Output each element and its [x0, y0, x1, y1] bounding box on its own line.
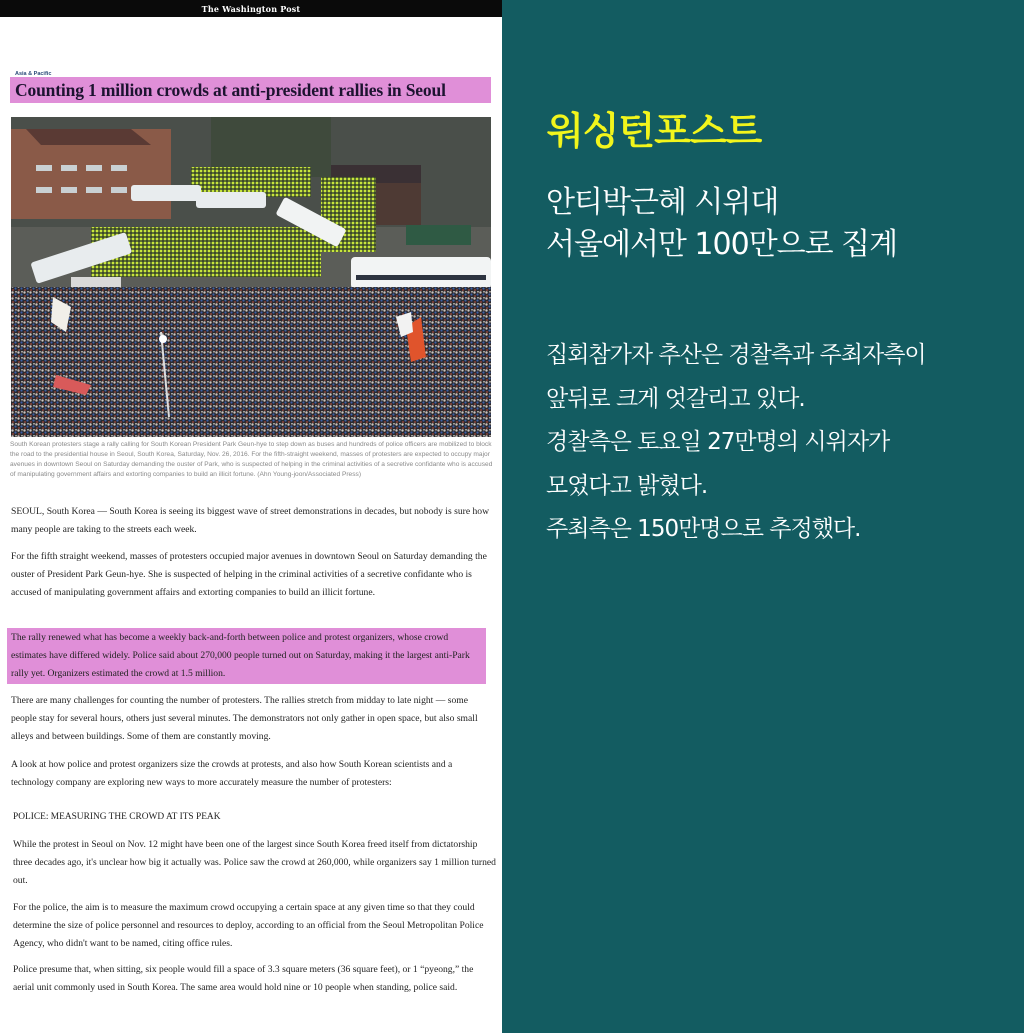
- masthead-bar: [0, 0, 502, 17]
- body-line: 모였다고 밝혔다.: [546, 472, 708, 499]
- photo-caption: South Korean protesters stage a rally calling for South Korean President Park Geun-hye to step down as buses and hundreds of police officers are mobilized to block the road to the presidential house in Seoul, South Korea, Saturday, Nov. 26, 2016. For the fifth-straight weekend, masses of protesters are expected to occupy major avenues in downtown Seoul on Saturday demanding the ouster of Park, who is suspected of helping in the criminal activities of a secretive confidante who is accused of manipulating government affairs and extorting companies to build an illicit fortune. (Ahn Young-joon/Associated Press): [10, 441, 493, 478]
- panel-body: [546, 334, 1016, 552]
- subtitle-line: 서울에서만 100만으로 집계: [546, 227, 898, 262]
- paragraph: While the protest in Seoul on Nov. 12 might have been one of the largest since South Korea freed itself from dictatorship three decades ago, it's unclear how big it actually was. Police saw the crowd at 260,000, while organizers say 1 million turned out.: [13, 839, 496, 886]
- body-line: 주최측은 150만명으로 추정했다.: [546, 516, 861, 542]
- paragraph: For the police, the aim is to measure the maximum crowd occupying a certain space at any given time so that they could determine the size of police personnel and resources to deploy, according to an official from the Seoul Metropolitan Police Agency, who didn't want to be named, citing office rules.: [13, 902, 484, 949]
- paragraph-highlighted: The rally renewed what has become a weekly back-and-forth between police and protest organizers, whose crowd estimates have differed widely. Police said about 270,000 people turned out on Saturday, making it the largest anti-Park rally yet. Organizers estimated the crowd at 1.5 million.: [11, 632, 470, 679]
- panel-title: 워싱턴포스트: [547, 109, 762, 153]
- body-line: 앞뒤로 크게 엇갈리고 있다.: [546, 385, 805, 412]
- paragraph: There are many challenges for counting the number of protesters. The rallies stretch from midday to late night — some people stay for several hours, others just several minutes. The demonstrators not only gather in open space, but also small alleys and between buildings. Some of them are constantly moving.: [11, 695, 478, 742]
- body-line: 경찰측은 토요일 27만명의 시위자가: [546, 429, 890, 455]
- body-line: 집회참가자 추산은 경찰측과 주최자측이: [546, 342, 926, 368]
- subtitle-line: 안티박근혜 시위대: [546, 185, 779, 220]
- paragraph: Police presume that, when sitting, six people would fill a space of 3.3 square meters (36 square feet), or 1 “pyeong,” the aerial unit commonly used in South Korea. The same area would hold nine or 10 people when standing, police said.: [13, 964, 474, 993]
- headline: Counting 1 million crowds at anti-president rallies in Seoul: [15, 79, 446, 100]
- section-subheading: POLICE: MEASURING THE CROWD AT ITS PEAK: [13, 812, 221, 822]
- korean-summary-panel: [502, 0, 1024, 1033]
- paragraph-lede: SEOUL, South Korea — South Korea is seeing its biggest wave of street demonstrations in decades, but nobody is sure how many people are taking to the streets each week.: [11, 506, 490, 535]
- crowd-photo-illustration: [11, 117, 491, 437]
- paragraph: For the fifth straight weekend, masses of protesters occupied major avenues in downtown Seoul on Saturday demanding the ouster of President Park Geun-hye. She is suspected of helping in the criminal activities of a secretive confidante who is accused of manipulating government affairs and extorting companies to build an illicit fortune.: [11, 551, 487, 598]
- headline-highlight: [10, 77, 491, 103]
- article-column: [0, 0, 502, 1033]
- news-photo: [11, 117, 491, 437]
- masthead-logo[interactable]: The Washington Post: [201, 3, 301, 14]
- panel-subtitle: [546, 182, 1016, 266]
- paragraph: A look at how police and protest organizers size the crowds at protests, and also how South Korean scientists and a technology company are exploring new ways to more accurately measure the number of protesters:: [11, 759, 453, 788]
- section-label[interactable]: Asia & Pacific: [15, 71, 52, 77]
